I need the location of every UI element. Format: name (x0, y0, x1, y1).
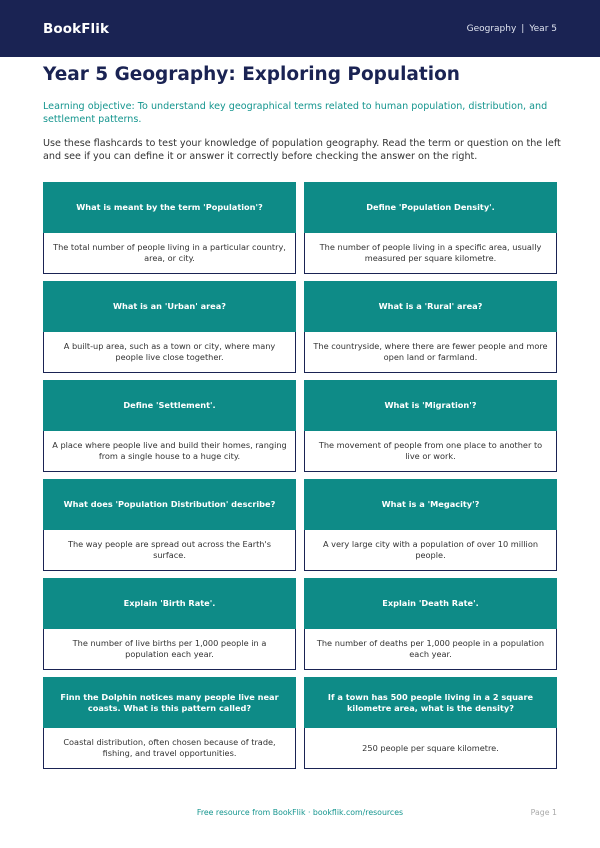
flashcard[interactable] (43, 182, 296, 274)
brand-logo[interactable]: BookFlik (43, 20, 110, 37)
breadcrumb-subject: Geography (466, 23, 517, 34)
flashcard-question: What does 'Population Distribution' describe? (43, 479, 296, 530)
flashcard[interactable] (304, 281, 557, 373)
flashcard-answer: The total number of people living in a particular country, area, or city. (43, 233, 296, 274)
flashcard-grid (43, 182, 557, 769)
breadcrumb-level: Year 5 (529, 23, 557, 34)
flashcard[interactable] (304, 578, 557, 670)
flashcard[interactable] (304, 380, 557, 472)
flashcard-answer: The number of deaths per 1,000 people in a population each year. (304, 629, 557, 670)
flashcard[interactable] (304, 479, 557, 571)
flashcard-question: What is meant by the term 'Population'? (43, 182, 296, 233)
flashcard-question: Define 'Settlement'. (43, 380, 296, 431)
flashcard-question: What is a 'Rural' area? (304, 281, 557, 332)
flashcard-answer: The movement of people from one place to another to live or work. (304, 431, 557, 472)
flashcard-answer: A very large city with a population of over 10 million people. (304, 530, 557, 571)
flashcard-answer: The number of people living in a specific area, usually measured per square kilometre. (304, 233, 557, 274)
breadcrumb-separator: | (521, 23, 525, 34)
flashcard[interactable] (304, 677, 557, 769)
flashcard-question: Finn the Dolphin notices many people live near coasts. What is this pattern called? (43, 677, 296, 728)
flashcard-question: What is a 'Megacity'? (304, 479, 557, 530)
flashcard-question: Explain 'Birth Rate'. (43, 578, 296, 629)
flashcard-answer: The countryside, where there are fewer people and more open land or farmland. (304, 332, 557, 373)
flashcard-answer: The way people are spread out across the Earth's surface. (43, 530, 296, 571)
flashcard[interactable] (43, 479, 296, 571)
flashcard-answer: Coastal distribution, often chosen because of trade, fishing, and travel opportunities. (43, 728, 296, 769)
flashcard-answer: 250 people per square kilometre. (304, 728, 557, 769)
top-bar (0, 0, 600, 57)
breadcrumb (467, 24, 557, 34)
flashcard-question: What is 'Migration'? (304, 380, 557, 431)
flashcard-answer: A built-up area, such as a town or city, where many people live close together. (43, 332, 296, 373)
flashcard-question: What is an 'Urban' area? (43, 281, 296, 332)
flashcard[interactable] (43, 578, 296, 670)
flashcard[interactable] (43, 281, 296, 373)
flashcard-question: If a town has 500 people living in a 2 square kilometre area, what is the density? (304, 677, 557, 728)
flashcard[interactable] (43, 677, 296, 769)
page-number: Page 1 (530, 808, 557, 817)
flashcard-answer: The number of live births per 1,000 people in a population each year. (43, 629, 296, 670)
flashcard-question: Explain 'Death Rate'. (304, 578, 557, 629)
intro-text: Use these flashcards to test your knowledge of population geography. Read the term or question on the left and see if you can define it or answer it correctly before checking the answer on the right. (43, 138, 561, 163)
footer-link[interactable]: Free resource from BookFlik · bookflik.com/resources (196, 808, 404, 817)
page-title: Year 5 Geography: Exploring Population (43, 64, 460, 85)
flashcard[interactable] (43, 380, 296, 472)
flashcard-question: Define 'Population Density'. (304, 182, 557, 233)
flashcard-answer: A place where people live and build their homes, ranging from a single house to a huge city. (43, 431, 296, 472)
flashcard[interactable] (304, 182, 557, 274)
learning-objective: Learning objective: To understand key geographical terms related to human population, distribution, and settlement patterns. (43, 101, 548, 126)
